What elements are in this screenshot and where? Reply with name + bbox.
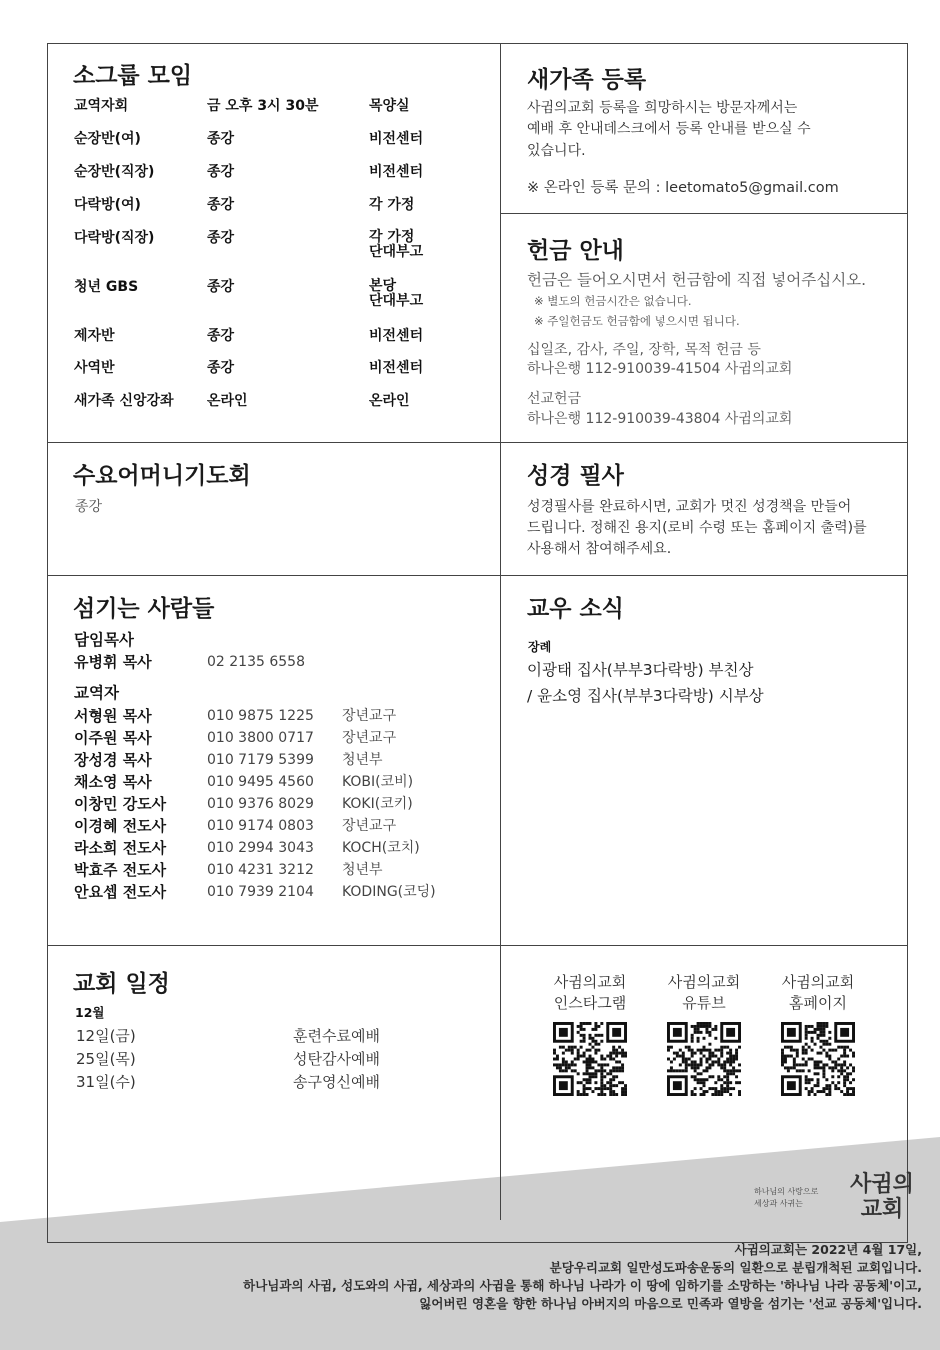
offering-title: 헌금 안내 xyxy=(527,238,624,264)
group-name: 순장반(직장) xyxy=(74,164,155,180)
staff-name: 박효주 전도사 xyxy=(74,861,167,879)
staff-title: 섬기는 사람들 xyxy=(73,596,215,622)
account-label: 선교헌금 xyxy=(527,391,582,407)
column-divider xyxy=(500,43,501,1220)
staff-phone: 010 7939 2104 xyxy=(207,884,314,900)
group-place: 각 가정 단대부고 xyxy=(369,229,424,260)
logo-tagline-line: 세상과 사귀는 xyxy=(754,1199,803,1208)
schedule-date: 25일(목) xyxy=(76,1050,136,1068)
qr-label: 사귐의교회 xyxy=(667,973,741,991)
new-family-text: 예배 후 안내데스크에서 등록 안내를 받으실 수 xyxy=(527,121,811,137)
staff-phone: 010 7179 5399 xyxy=(207,752,314,768)
schedule-date: 12일(금) xyxy=(76,1027,136,1045)
staff-name: 라소희 전도사 xyxy=(74,839,167,857)
group-time: 종강 xyxy=(207,230,235,246)
qr-label: 홈페이지 xyxy=(789,994,847,1012)
footer-text: 잃어버린 영혼을 향한 하나님 아버지의 마음으로 민족과 열방을 섬기는 '선교 공동체'입니다. xyxy=(419,1296,922,1311)
news-item: / 윤소영 집사(부부3다락방) 시부상 xyxy=(527,687,764,705)
group-time: 종강 xyxy=(207,164,235,180)
schedule-event: 성탄감사예배 xyxy=(293,1050,380,1068)
new-family-title: 새가족 등록 xyxy=(527,67,647,93)
staff-dept: KODING(코딩) xyxy=(342,884,436,900)
group-name: 사역반 xyxy=(74,360,115,376)
group-place: 목양실 xyxy=(369,98,410,114)
staff-dept: KOKI(코키) xyxy=(342,796,413,812)
youtube-qr-link[interactable] xyxy=(654,972,754,1100)
staff-name: 안요셉 전도사 xyxy=(74,883,167,901)
staff-name: 이경혜 전도사 xyxy=(74,817,167,835)
staff-phone: 010 9495 4560 xyxy=(207,774,314,790)
schedule-title: 교회 일정 xyxy=(73,971,170,997)
group-time: 종강 xyxy=(207,197,235,213)
offering-lead: 헌금은 들어오시면서 헌금함에 직접 넣어주십시오. xyxy=(527,271,867,289)
staff-name: 이창민 강도사 xyxy=(74,795,167,813)
staff-phone: 02 2135 6558 xyxy=(207,654,305,670)
staff-dept: 장년교구 xyxy=(342,708,397,724)
staff-name: 서형원 목사 xyxy=(74,707,152,725)
logo-tagline xyxy=(754,1186,818,1210)
group-name: 다락방(직장) xyxy=(74,230,155,246)
staff-dept: KOCH(코치) xyxy=(342,840,420,856)
logo-tagline-line: 하나님의 사랑으로 xyxy=(754,1187,819,1196)
prayer-meeting-status: 종강 xyxy=(75,499,103,515)
staff-phone: 010 2994 3043 xyxy=(207,840,314,856)
footer-text: 분당우리교회 일만성도파송운동의 일환으로 분립개척된 교회입니다. xyxy=(549,1260,922,1275)
bible-copy-text: 사용해서 참여해주세요. xyxy=(527,541,672,557)
staff-phone: 010 4231 3212 xyxy=(207,862,314,878)
staff-phone: 010 9174 0803 xyxy=(207,818,314,834)
group-time: 종강 xyxy=(207,328,235,344)
homepage-qr-link[interactable] xyxy=(768,972,868,1100)
staff-dept: KOBI(코비) xyxy=(342,774,414,790)
schedule-event: 훈련수료예배 xyxy=(293,1027,380,1045)
news-item: 이광태 집사(부부3다락방) 부친상 xyxy=(527,661,754,679)
registration-contact: ※ 온라인 등록 문의 : leetomato5@gmail.com xyxy=(527,180,839,196)
group-place: 각 가정 xyxy=(369,197,415,213)
small-groups-title: 소그룹 모임 xyxy=(73,63,193,89)
group-place: 비전센터 xyxy=(369,328,424,344)
schedule-event: 송구영신예배 xyxy=(293,1073,380,1091)
footer-text: 사귐의교회는 2022년 4월 17일, xyxy=(734,1242,922,1257)
bible-copy-text: 성경필사를 완료하시면, 교회가 멋진 성경책을 만들어 xyxy=(527,499,852,515)
church-logo xyxy=(842,1172,922,1222)
group-name: 새가족 신앙강좌 xyxy=(74,393,174,409)
new-family-text: 있습니다. xyxy=(527,143,586,159)
staff-name: 이주원 목사 xyxy=(74,729,152,747)
staff-phone: 010 3800 0717 xyxy=(207,730,314,746)
new-family-text: 사귐의교회 등록을 희망하시는 방문자께서는 xyxy=(527,100,798,116)
group-place: 비전센터 xyxy=(369,360,424,376)
group-time: 금 오후 3시 30분 xyxy=(207,98,319,114)
staff-dept: 청년부 xyxy=(342,862,383,878)
staff-name: 유병휘 목사 xyxy=(74,653,152,671)
qr-code-icon xyxy=(553,1022,627,1096)
account-label: 십일조, 감사, 주일, 장학, 목적 헌금 등 xyxy=(527,342,761,358)
divider xyxy=(47,945,908,946)
staff-phone: 010 9875 1225 xyxy=(207,708,314,724)
account-number: 하나은행 112-910039-43804 사귐의교회 xyxy=(527,411,793,427)
group-name: 순장반(여) xyxy=(74,131,141,147)
qr-label: 인스타그램 xyxy=(553,994,627,1012)
bible-copy-title: 성경 필사 xyxy=(527,463,624,489)
account-number: 하나은행 112-910039-41504 사귐의교회 xyxy=(527,361,793,377)
staff-dept: 장년교구 xyxy=(342,730,397,746)
senior-pastor-label: 담임목사 xyxy=(74,631,134,649)
qr-code-icon xyxy=(781,1022,855,1096)
group-time: 종강 xyxy=(207,360,235,376)
ministers-label: 교역자 xyxy=(74,684,119,702)
staff-dept: 청년부 xyxy=(342,752,383,768)
divider xyxy=(500,213,908,214)
staff-name: 채소영 목사 xyxy=(74,773,152,791)
group-name: 제자반 xyxy=(74,328,115,344)
schedule-date: 31일(수) xyxy=(76,1073,136,1091)
qr-label: 유튜브 xyxy=(682,994,726,1012)
offering-note: ※ 주일헌금도 헌금함에 넣으시면 됩니다. xyxy=(534,314,740,328)
qr-code-icon xyxy=(667,1022,741,1096)
staff-name: 장성경 목사 xyxy=(74,751,152,769)
group-place: 비전센터 xyxy=(369,164,424,180)
prayer-meeting-title: 수요어머니기도회 xyxy=(73,463,251,489)
group-time: 종강 xyxy=(207,131,235,147)
news-category: 장례 xyxy=(528,640,552,654)
group-time: 종강 xyxy=(207,279,235,295)
instagram-qr-link[interactable] xyxy=(540,972,640,1100)
bible-copy-text: 드립니다. 정해진 용지(로비 수령 또는 홈페이지 출력)를 xyxy=(527,520,867,536)
group-time: 온라인 xyxy=(207,393,248,409)
schedule-month: 12월 xyxy=(75,1005,105,1020)
logo-text: 사귐의 xyxy=(850,1172,914,1197)
group-name: 다락방(여) xyxy=(74,197,141,213)
qr-label: 사귐의교회 xyxy=(553,973,627,991)
group-place: 비전센터 xyxy=(369,131,424,147)
logo-text: 교회 xyxy=(860,1197,904,1222)
group-place: 온라인 xyxy=(369,393,410,409)
qr-label: 사귐의교회 xyxy=(781,973,855,991)
staff-phone: 010 9376 8029 xyxy=(207,796,314,812)
group-name: 교역자회 xyxy=(74,98,129,114)
group-place: 본당 단대부고 xyxy=(369,278,424,309)
offering-note: ※ 별도의 헌금시간은 없습니다. xyxy=(534,294,692,308)
divider xyxy=(47,575,908,576)
staff-dept: 장년교구 xyxy=(342,818,397,834)
member-news-title: 교우 소식 xyxy=(527,596,624,622)
divider xyxy=(47,442,908,443)
group-name: 청년 GBS xyxy=(74,279,139,295)
footer-text: 하나님과의 사귐, 성도와의 사귐, 세상과의 사귐을 통해 하나님 나라가 이 땅에 임하기를 소망하는 '하나님 나라 공동체'이고, xyxy=(243,1278,922,1293)
